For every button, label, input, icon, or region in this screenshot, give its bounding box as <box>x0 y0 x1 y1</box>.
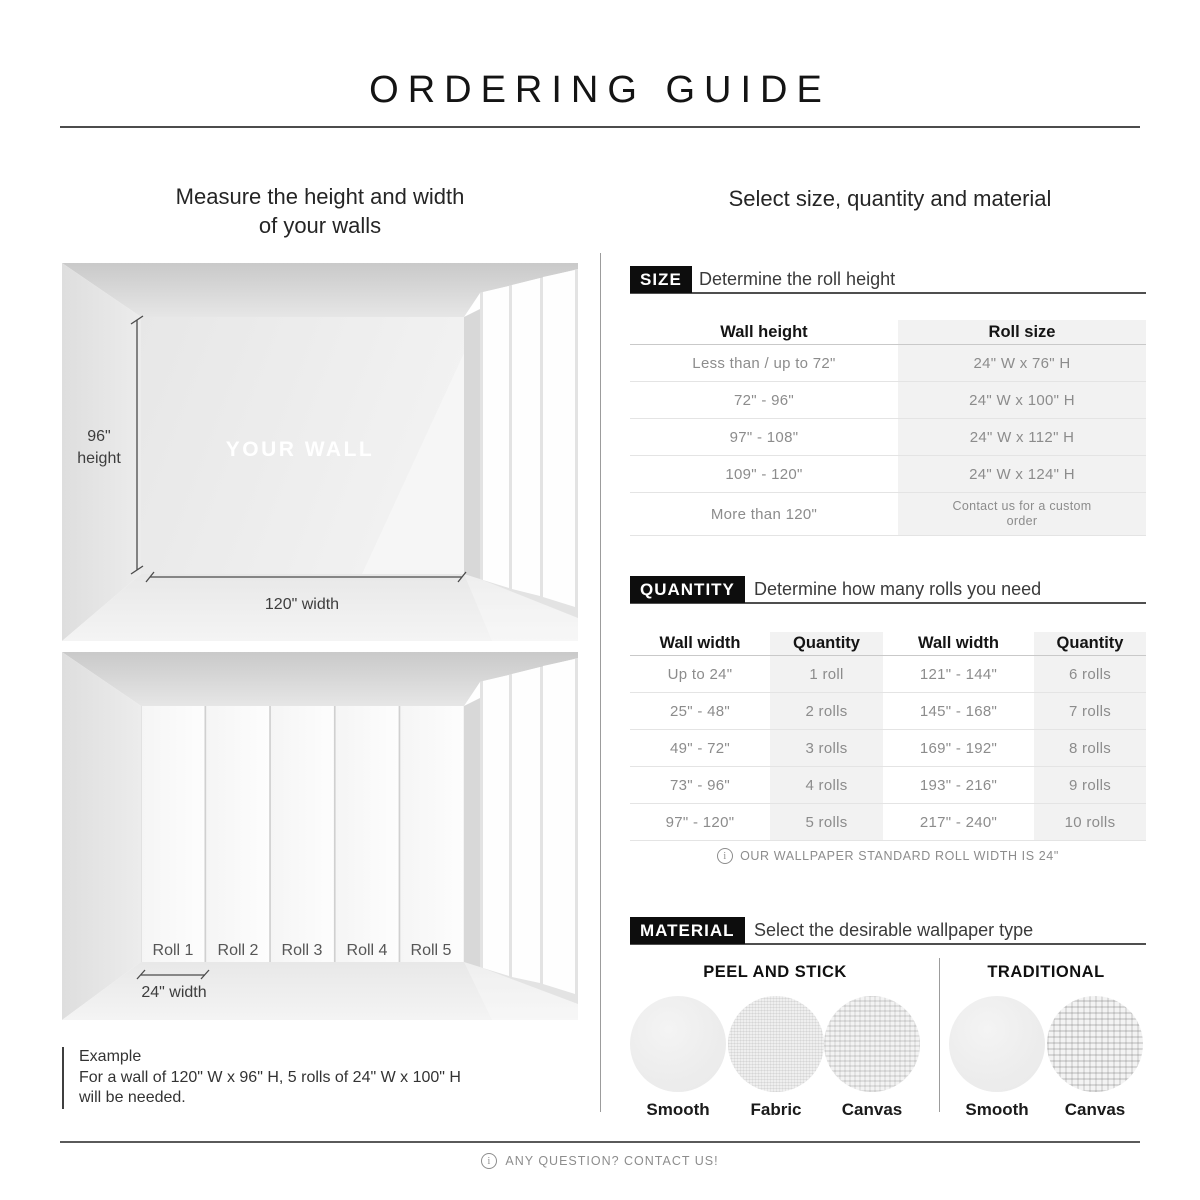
wall-width-cell: 121" - 144" <box>919 665 998 683</box>
room-illustration-your-wall <box>62 263 578 641</box>
quantity-cell: 3 rolls <box>770 730 883 766</box>
wall-width-cell: 73" - 96" <box>669 776 731 794</box>
swatch-label-canvas: Canvas <box>841 1100 903 1119</box>
quantity-section-title: Determine how many rolls you need <box>754 579 1042 599</box>
left-column-heading <box>60 182 580 240</box>
material-badge: MATERIAL <box>630 917 745 944</box>
roll-size-cell: 24" W x 76" H <box>898 345 1146 381</box>
quantity-cell: 10 rolls <box>1034 804 1146 840</box>
size-table-row <box>630 382 1146 419</box>
wallpaper-roll-panels <box>142 706 464 962</box>
col-quantity-a: Quantity <box>770 632 883 655</box>
left-heading-line2: of your walls <box>258 213 382 238</box>
wall-width-cell: Up to 24" <box>667 665 733 683</box>
roll-size-cell <box>898 493 1146 535</box>
size-table-header <box>630 320 1146 345</box>
quantity-table-row <box>630 730 1146 767</box>
size-section-title: Determine the roll height <box>699 269 896 289</box>
wall-width-cell: 145" - 168" <box>919 702 998 720</box>
info-icon: i <box>481 1153 497 1169</box>
size-table-row <box>630 419 1146 456</box>
room-3d-rendering-rolls <box>62 652 578 1020</box>
page-title: ORDERING GUIDE <box>369 69 831 112</box>
roll-width-label: 24" width <box>141 984 207 1001</box>
roll-label-1: Roll 1 <box>152 942 194 959</box>
column-divider <box>600 253 601 1112</box>
quantity-table-row <box>630 767 1146 804</box>
size-table-row <box>630 345 1146 382</box>
quantity-table-header <box>630 632 1146 656</box>
roll-label-3: Roll 3 <box>281 942 323 959</box>
wall-height-label <box>64 426 134 470</box>
col-roll-size: Roll size <box>898 320 1146 344</box>
quantity-cell: 2 rolls <box>770 693 883 729</box>
room-illustration-rolls <box>62 652 578 1020</box>
quantity-cell: 1 roll <box>770 656 883 692</box>
wall-height-cell: More than 120" <box>710 505 818 523</box>
roll-size-cell: 24" W x 112" H <box>898 419 1146 455</box>
size-table-row <box>630 456 1146 493</box>
wall-width-cell: 97" - 120" <box>665 813 735 831</box>
group-peel-and-stick: PEEL AND STICK <box>703 963 847 981</box>
col-wall-height: Wall height <box>720 322 808 341</box>
info-icon: i <box>717 848 733 864</box>
contact-note <box>0 1153 1200 1169</box>
quantity-cell: 9 rolls <box>1034 767 1146 803</box>
contact-note-text: ANY QUESTION? CONTACT US! <box>505 1154 719 1168</box>
roll-label-5: Roll 5 <box>410 942 452 959</box>
quantity-cell: 5 rolls <box>770 804 883 840</box>
quantity-table-row <box>630 804 1146 841</box>
wall-width-cell: 25" - 48" <box>669 702 731 720</box>
quantity-badge: QUANTITY <box>630 576 745 603</box>
material-group-divider <box>939 958 940 1112</box>
wall-width-cell: 217" - 240" <box>919 813 998 831</box>
roll-size-cell: 24" W x 100" H <box>898 382 1146 418</box>
wall-width-cell: 49" - 72" <box>669 739 731 757</box>
roll-size-cell: 24" W x 124" H <box>898 456 1146 492</box>
swatch-label-smooth-2: Smooth <box>965 1100 1029 1119</box>
wall-width-cell: 193" - 216" <box>919 776 998 794</box>
custom-order-note: Contact us for a custom order <box>952 499 1092 528</box>
group-traditional: TRADITIONAL <box>987 963 1105 981</box>
quantity-table <box>630 632 1146 841</box>
quantity-cell: 8 rolls <box>1034 730 1146 766</box>
wall-height-cell: Less than / up to 72" <box>692 354 836 372</box>
standard-roll-width-text: OUR WALLPAPER STANDARD ROLL WIDTH IS 24" <box>740 849 1059 863</box>
wall-height-value: 96" <box>87 428 111 445</box>
col-quantity-b: Quantity <box>1034 632 1146 655</box>
quantity-table-row <box>630 656 1146 693</box>
wall-height-cell: 72" - 96" <box>733 391 795 409</box>
col-wall-width-b: Wall width <box>918 634 999 652</box>
example-note <box>62 1047 559 1109</box>
standard-roll-width-note <box>630 848 1146 864</box>
swatch-peel-canvas <box>824 996 920 1092</box>
wall-width-cell: 169" - 192" <box>919 739 998 757</box>
wall-height-word: height <box>77 450 121 467</box>
your-wall-label: YOUR WALL <box>225 438 375 461</box>
col-wall-width-a: Wall width <box>659 634 741 652</box>
swatch-label-fabric: Fabric <box>750 1100 802 1119</box>
size-table-row <box>630 493 1146 536</box>
roll-label-2: Roll 2 <box>217 942 259 959</box>
roll-label-4: Roll 4 <box>346 942 388 959</box>
quantity-cell: 4 rolls <box>770 767 883 803</box>
size-section-rule <box>630 292 1146 294</box>
wall-height-cell: 109" - 120" <box>725 465 803 483</box>
quantity-table-row <box>630 693 1146 730</box>
size-badge: SIZE <box>630 266 692 293</box>
swatch-peel-fabric <box>728 996 824 1092</box>
material-section-title: Select the desirable wallpaper type <box>754 920 1034 940</box>
wall-height-cell: 97" - 108" <box>729 428 799 446</box>
swatch-label-canvas-2: Canvas <box>1064 1100 1126 1119</box>
swatch-traditional-canvas <box>1047 996 1143 1092</box>
quantity-cell: 6 rolls <box>1034 656 1146 692</box>
quantity-cell: 7 rolls <box>1034 693 1146 729</box>
swatch-traditional-smooth <box>949 996 1045 1092</box>
example-line1: For a wall of 120" W x 96" H, 5 rolls of 24" W x 100" H <box>79 1068 461 1086</box>
size-table <box>630 320 1146 536</box>
left-heading-line1: Measure the height and width <box>175 184 465 209</box>
example-line2: will be needed. <box>79 1089 186 1106</box>
swatch-label-smooth: Smooth <box>646 1100 710 1119</box>
example-title: Example <box>79 1048 142 1065</box>
swatch-peel-smooth <box>630 996 726 1092</box>
wall-width-label: 120" width <box>264 596 340 613</box>
right-column-heading: Select size, quantity and material <box>728 186 1052 211</box>
footer-divider <box>60 1141 1140 1143</box>
title-divider <box>60 126 1140 128</box>
